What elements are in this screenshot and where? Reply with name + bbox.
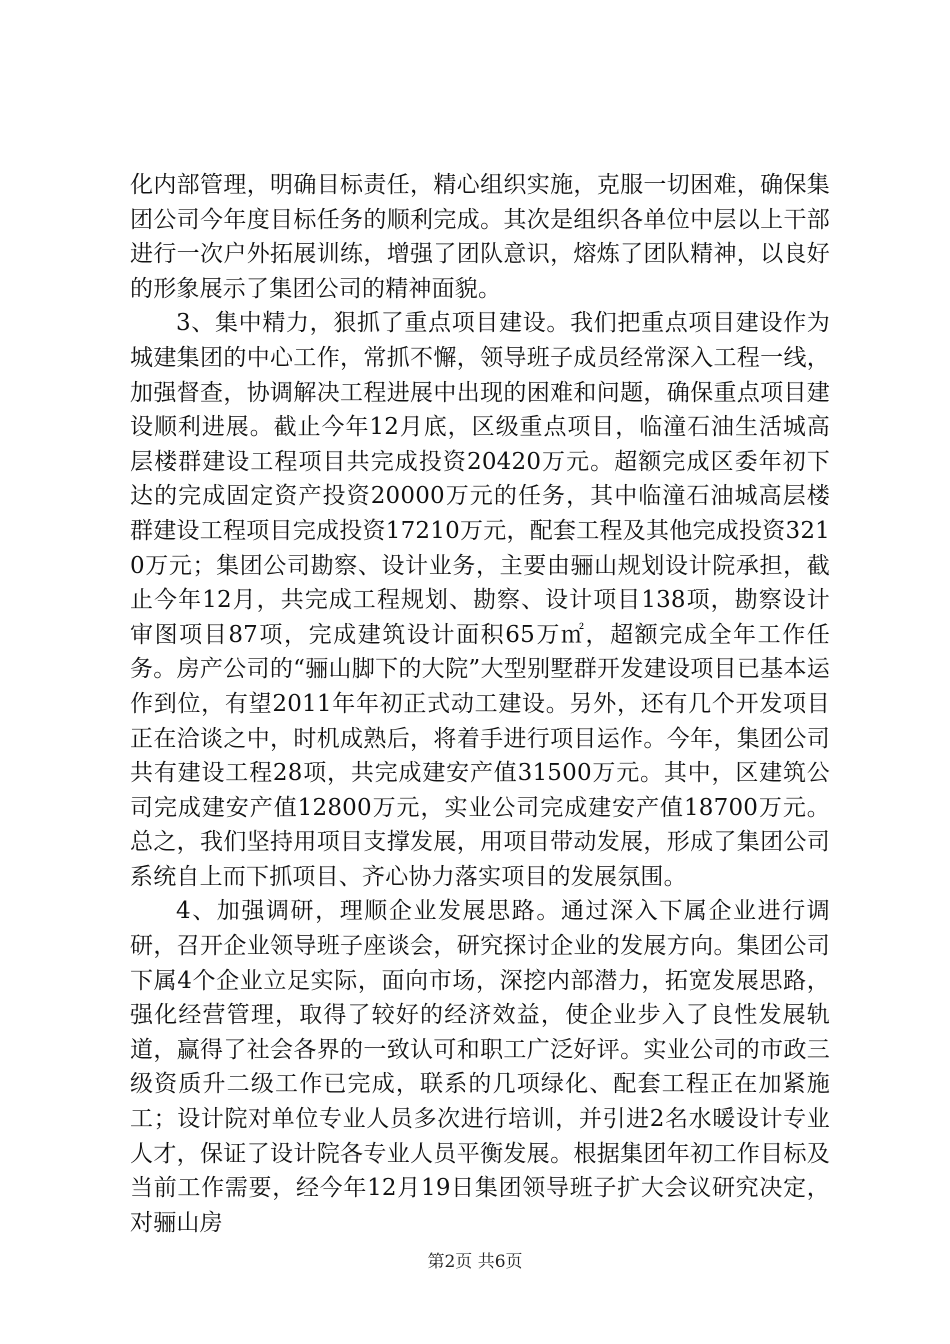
- paragraph-research: 4、加强调研，理顺企业发展思路。通过深入下属企业进行调研，召开企业领导班子座谈会，研究探讨企业的发展方向。集团公司下属4个企业立足实际，面向市场，深挖内部潜力，拓宽发展思路，强化经营管理，取得了较好的经济效益，使企业步入了良性发展轨道，赢得了社会各界的一致认可和职工广泛好评。实业公司的市政三级资质升二级工作已完成，联系的几项绿化、配套工程正在加紧施工；设计院对单位专业人员多次进行培训，并引进2名水暖设计专业人才，保证了设计院各专业人员平衡发展。根据集团年初工作目标及当前工作需要，经今年12月19日集团领导班子扩大会议研究决定，对骊山房: [130, 898, 830, 1236]
- paragraph-key-projects: 3、集中精力，狠抓了重点项目建设。我们把重点项目建设作为城建集团的中心工作，常抓不懈，领导班子成员经常深入工程一线，加强督查，协调解决工程进展中出现的困难和问题，确保重点项目建设顺利进展。截止今年12月底，区级重点项目，临潼石油生活城高层楼群建设工程项目共完成投资20420万元。超额完成区委年初下达的完成固定资产投资20000万元的任务，其中临潼石油城高层楼群建设工程项目完成投资17210万元，配套工程及其他完成投资3210万元；集团公司勘察、设计业务，主要由骊山规划设计院承担，截止今年12月，共完成工程规划、勘察、设计项目138项，勘察设计审图项目87项，完成建筑设计面积65万㎡，超额完成全年工作任务。房产公司的“骊山脚下的大院”大型别墅群开发建设项目已基本运作到位，有望2011年年初正式动工建设。另外，还有几个开发项目正在洽谈之中，时机成熟后，将着手进行项目运作。今年，集团公司共有建设工程28项，共完成建安产值31500万元。其中，区建筑公司完成建安产值12800万元，实业公司完成建安产值18700万元。总之，我们坚持用项目支撑发展，用项目带动发展，形成了集团公司系统自上而下抓项目、齐心协力落实项目的发展氛围。: [130, 310, 830, 890]
- page-number-footer: 第2页 共6页: [427, 1252, 523, 1272]
- paragraph-continuation: 化内部管理，明确目标责任，精心组织实施，克服一切困难，确保集团公司今年度目标任务的顺利完成。其次是组织各单位中层以上干部进行一次户外拓展训练，增强了团队意识，熔炼了团队精神，以良好的形象展示了集团公司的精神面貌。: [130, 172, 830, 302]
- document-body: [130, 168, 830, 1240]
